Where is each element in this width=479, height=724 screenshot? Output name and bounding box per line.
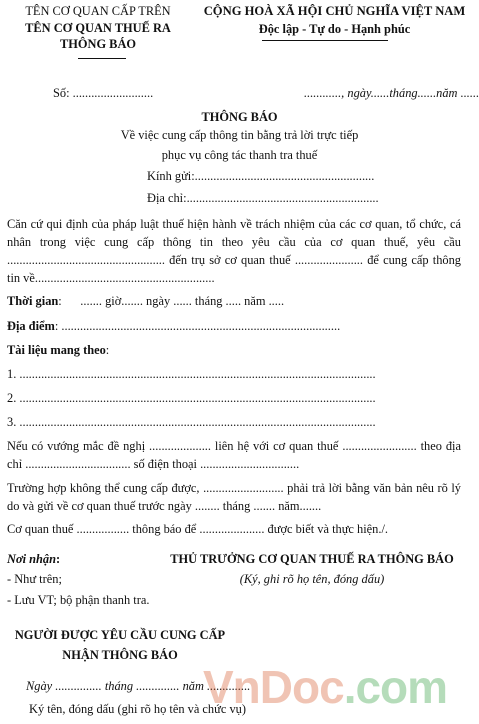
place-label: Địa điểm — [7, 319, 55, 333]
body-paragraph-fallback: Trường hợp không thể cung cấp được, .......................... phải trả lời bằng văn bản nêu rõ lý do và gửi về cơ quan thuế trước ngày ........ tháng ....... năm....... — [7, 481, 461, 513]
watermark-com: .com — [343, 661, 448, 713]
vndoc-watermark-logo — [203, 660, 447, 714]
document-date: ............, ngày......tháng......năm ...... — [304, 86, 479, 100]
receiver-date: Ngày ............... tháng .............. năm .............. — [26, 679, 251, 693]
recipients-label: Nơi nhận — [7, 552, 57, 566]
body-paragraph-legal-basis: Căn cứ qui định của pháp luật thuế hiện hành về trách nhiệm của các cơ quan, tổ chức, cá nhân trong việc cung cấp thông tin theo yêu cầu của cơ quan thuế, yêu cầu ................................................... đến trụ sở cơ quan thuế ...................... để cung cấp thông tin về.......................................................... — [7, 217, 461, 285]
time-label: Thời gian — [7, 294, 59, 308]
recipient-item-1: - Như trên; — [7, 572, 62, 586]
document-title: THÔNG BÁO — [201, 110, 278, 124]
header-right-divider — [262, 40, 388, 41]
header-issuing-agency: TÊN CƠ QUAN THUẾ RA — [25, 21, 171, 35]
recipient-address-line: Địa chỉ:.............................................................. — [147, 191, 379, 205]
place-row — [7, 319, 340, 334]
time-value: : ....... giờ....... ngày ...... tháng ..... năm ..... — [58, 294, 285, 308]
document-subject-line1: Về việc cung cấp thông tin bằng trả lời trực tiếp — [120, 128, 359, 142]
signature-title: THỦ TRƯỞNG CƠ QUAN THUẾ RA THÔNG BÁO — [170, 552, 454, 566]
place-value: : .......................................................................................... — [54, 319, 341, 333]
document-number: Số: .......................... — [53, 86, 154, 100]
document-subject-line2: phục vụ công tác thanh tra thuế — [161, 148, 318, 162]
signature-note: (Ký, ghi rõ họ tên, đóng dấu) — [239, 572, 385, 586]
receiver-signature-instruction: Ký tên, đóng dấu (ghi rõ họ tên và chức vụ) — [29, 702, 246, 716]
header-parent-agency: TÊN CƠ QUAN CẤP TRÊN — [25, 4, 171, 18]
time-row — [7, 294, 284, 309]
watermark-vn: VnDoc — [203, 661, 344, 713]
document-item-2: 2. ................................................................................................................... — [7, 391, 376, 405]
header-national-title: CỘNG HOÀ XÃ HỘI CHỦ NGHĨA VIỆT NAM — [203, 4, 466, 18]
receiver-title-line1: NGƯỜI ĐƯỢC YÊU CẦU CUNG CẤP — [14, 628, 226, 642]
documents-colon: : — [105, 343, 110, 357]
body-paragraph-contact: Nếu có vướng mắc đề nghị .................... liên hệ với cơ quan thuế ........................ theo địa chỉ .................................. số điện thoại ................................ — [7, 439, 461, 471]
recipient-item-2: - Lưu VT; bộ phận thanh tra. — [7, 593, 150, 607]
header-issuing-agency-cont: THÔNG BÁO — [59, 37, 137, 51]
documents-label: Tài liệu mang theo — [7, 343, 106, 357]
header-motto: Độc lập - Tự do - Hạnh phúc — [258, 22, 411, 36]
receiver-title-line2: NHẬN THÔNG BÁO — [62, 648, 178, 662]
documents-row — [7, 343, 109, 358]
body-paragraph-closing: Cơ quan thuế ................. thông báo để ..................... được biết và thực hiện./. — [7, 522, 388, 536]
recipients-colon: : — [56, 552, 61, 566]
recipients-heading — [7, 552, 60, 567]
header-left-divider — [78, 58, 126, 59]
document-item-3: 3. ................................................................................................................... — [7, 415, 376, 429]
recipient-line: Kính gửi:.......................................................... — [147, 169, 375, 183]
document-item-1: 1. ................................................................................................................... — [7, 367, 376, 381]
